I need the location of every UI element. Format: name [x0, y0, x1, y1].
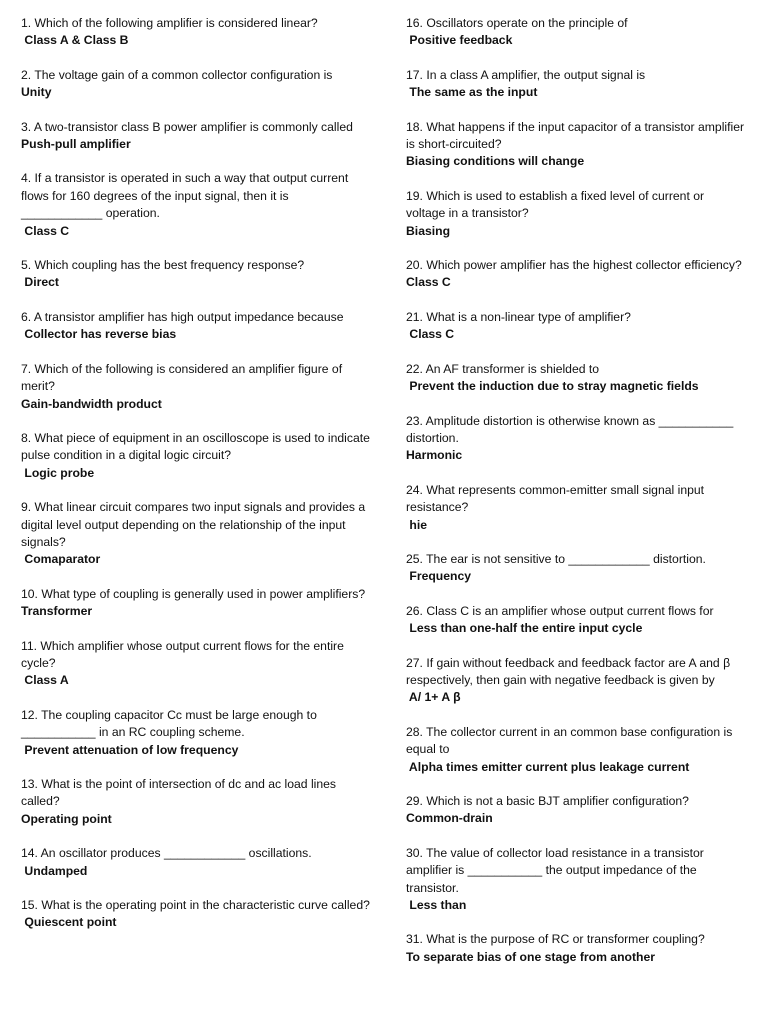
question-block — [21, 586, 373, 621]
answer-text: hie — [406, 517, 427, 532]
question-text: 4. If a transistor is operated in such a way that output current flows for 160 degrees of the input signal, then it is ____________ operation. — [21, 171, 349, 221]
answer-text: Biasing conditions will change — [406, 154, 585, 169]
question-block — [406, 361, 746, 396]
question-text: 10. What type of coupling is generally used in power amplifiers? — [21, 586, 366, 601]
question-block — [406, 603, 746, 638]
question-text: 6. A transistor amplifier has high output impedance because — [21, 309, 344, 324]
question-block — [406, 15, 746, 50]
question-block — [406, 309, 746, 344]
question-block — [21, 499, 373, 569]
question-block — [21, 897, 373, 932]
question-block — [21, 707, 373, 759]
question-text: 22. An AF transformer is shielded to — [406, 361, 600, 376]
question-text: 16. Oscillators operate on the principle of — [406, 16, 628, 30]
question-text: 14. An oscillator produces ____________ oscillations. — [21, 846, 312, 861]
answer-text: Less than — [406, 898, 467, 913]
answer-text: Quiescent point — [21, 915, 117, 930]
question-block — [406, 413, 746, 465]
question-text: 20. Which power amplifier has the highest collector efficiency? — [406, 258, 742, 273]
answer-text: The same as the input — [406, 85, 538, 100]
question-text: 12. The coupling capacitor Cc must be large enough to ___________ in an RC coupling scheme. — [21, 707, 317, 740]
question-block — [406, 482, 746, 534]
question-text: 30. The value of collector load resistance in a transistor amplifier is ___________ the output impedance of the transistor. — [406, 845, 704, 895]
question-text: 1. Which of the following amplifier is considered linear? — [21, 16, 318, 30]
right-column — [406, 15, 746, 966]
question-text: 25. The ear is not sensitive to ____________ distortion. — [406, 551, 706, 566]
question-text: 27. If gain without feedback and feedback factor are A and β respectively, then gain with negative feedback is given by — [406, 655, 731, 687]
question-block — [21, 170, 373, 240]
question-block — [406, 257, 746, 292]
answer-text: A/ 1+ A β — [406, 690, 461, 705]
question-text: 2. The voltage gain of a common collector configuration is — [21, 67, 333, 82]
question-text: 17. In a class A amplifier, the output signal is — [406, 67, 646, 82]
answer-text: Prevent attenuation of low frequency — [21, 742, 239, 757]
answer-text: Harmonic — [406, 448, 463, 463]
question-text: 24. What represents common-emitter small signal input resistance? — [406, 482, 705, 515]
answer-text: Biasing — [406, 223, 451, 238]
answer-text: Class C — [406, 327, 455, 342]
question-block — [21, 430, 373, 482]
question-text: 29. Which is not a basic BJT amplifier configuration? — [406, 794, 689, 808]
question-block — [21, 361, 373, 413]
question-block — [21, 15, 373, 50]
answer-text: Prevent the induction due to stray magnetic fields — [406, 379, 699, 394]
question-text: 19. Which is used to establish a fixed level of current or voltage in a transistor? — [406, 188, 705, 221]
question-block — [406, 551, 746, 586]
answer-text: Frequency — [406, 569, 472, 584]
question-text: 28. The collector current in an common base configuration is equal to — [406, 724, 733, 757]
answer-text: Push-pull amplifier — [21, 137, 131, 152]
answer-text: Class C — [406, 275, 451, 290]
question-block — [21, 776, 373, 828]
question-text: 21. What is a non-linear type of amplifier? — [406, 309, 631, 324]
answer-text: Comaparator — [21, 552, 101, 567]
question-block — [406, 188, 746, 240]
answer-text: Undamped — [21, 863, 88, 878]
answer-text: Direct — [21, 275, 59, 290]
answer-text: Logic probe — [21, 465, 95, 480]
question-text: 26. Class C is an amplifier whose output current flows for — [406, 603, 714, 618]
answer-text: Transformer — [21, 604, 93, 619]
question-block — [21, 845, 373, 880]
question-block — [21, 119, 373, 154]
answer-text: Positive feedback — [406, 33, 513, 48]
question-block — [406, 845, 746, 915]
answer-text: Less than one-half the entire input cycle — [406, 621, 643, 636]
answer-text: Alpha times emitter current plus leakage current — [406, 759, 690, 774]
question-text: 18. What happens if the input capacitor of a transistor amplifier is short-circuited? — [406, 119, 745, 152]
question-text: 9. What linear circuit compares two input signals and provides a digital level output depending on the relationship of the input signals? — [21, 500, 366, 549]
question-block — [406, 931, 746, 966]
left-column — [21, 15, 373, 932]
question-text: 11. Which amplifier whose output current flows for the entire cycle? — [21, 638, 344, 670]
question-text: 23. Amplitude distortion is otherwise known as ___________ distortion. — [406, 413, 734, 445]
question-text: 3. A two-transistor class B power amplifier is commonly called — [21, 119, 353, 134]
question-block — [406, 724, 746, 776]
question-block — [406, 119, 746, 171]
question-block — [21, 257, 373, 292]
answer-text: Operating point — [21, 811, 112, 826]
answer-text: Unity — [21, 85, 52, 100]
answer-text: To separate bias of one stage from another — [406, 949, 655, 964]
question-block — [406, 655, 746, 707]
question-text: 8. What piece of equipment in an oscilloscope is used to indicate pulse condition in a digital logic circuit? — [21, 430, 370, 463]
answer-text: Gain-bandwidth product — [21, 396, 162, 411]
question-block — [406, 67, 746, 102]
question-text: 15. What is the operating point in the characteristic curve called? — [21, 898, 370, 913]
answer-text: Class C — [21, 223, 70, 238]
question-block — [21, 67, 373, 102]
answer-text: Class A & Class B — [21, 33, 129, 48]
question-text: 5. Which coupling has the best frequency response? — [21, 258, 305, 273]
answer-text: Collector has reverse bias — [21, 327, 177, 342]
question-block — [406, 793, 746, 828]
question-block — [21, 638, 373, 690]
question-block — [21, 309, 373, 344]
question-text: 13. What is the point of intersection of dc and ac load lines called? — [21, 777, 337, 809]
question-text: 31. What is the purpose of RC or transformer coupling? — [406, 932, 705, 947]
answer-text: Class A — [21, 673, 69, 688]
answer-text: Common-drain — [406, 811, 493, 826]
question-text: 7. Which of the following is considered an amplifier figure of merit? — [21, 361, 343, 394]
